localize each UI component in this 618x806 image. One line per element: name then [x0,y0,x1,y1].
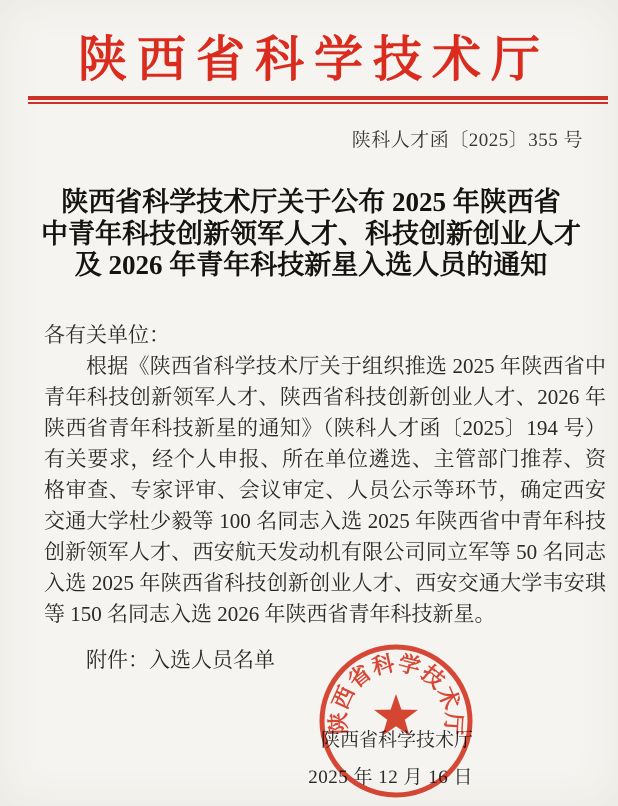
title-line-3: 及 2026 年青年科技新星入选人员的通知 [74,250,548,280]
agency-header: 陕西省科学技术厅 [77,32,550,87]
seal-star-icon [374,694,418,736]
document-title [20,187,602,282]
divider-thick-line [28,96,608,100]
signature-agency: 陕西省科学技术厅 [320,730,473,751]
title-line-1: 陕西省科学技术厅关于公布 2025 年陕西省 [61,187,561,217]
body-paragraph: 根据《陕西省科学技术厅关于组织推选 2025 年陕西省中青年科技创新领军人才、陕西省科技创新创业人才、2026 年陕西省青年科技新星的通知》（陕科人才函〔2025〕194 号）有关要求，经个人申报、所在单位遴选、主管部门推荐、资格审查、专家评审、会议审定、人员公示等环节，确定西安交通大学杜少毅等 100 名同志入选 2025 年陕西省中青年科技创新领军人才、西安航天发动机有限公司同立军等 50 名同志入选 2025 年陕西省科技创新创业人才、西安交通大学韦安琪等 150 名同志入选 2026 年陕西省青年科技新星。 [44,354,606,626]
salutation: 各有关单位： [44,323,170,347]
divider-thin-line [28,102,608,104]
header-divider [28,96,608,104]
official-seal [311,636,481,806]
title-line-2: 中青年科技创新领军人才、科技创新创业人才 [41,218,581,249]
signature-date: 2025 年 12 月 16 日 [308,767,473,788]
attachment-note: 附件：入选人员名单 [86,648,275,672]
document-body [44,320,606,676]
seal-text: 陕西省科学技术厅 [325,650,467,737]
document-number: 陕科人才函〔2025〕355 号 [351,130,583,151]
